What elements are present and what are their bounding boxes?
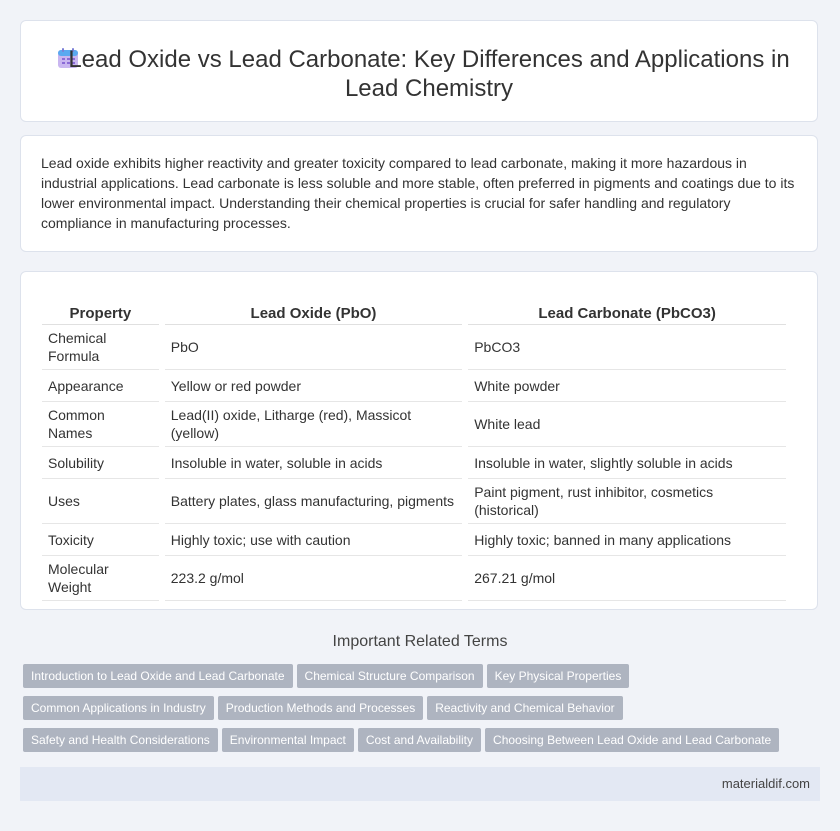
property-cell: Solubility xyxy=(42,447,159,479)
footer-site-link[interactable]: materialdif.com xyxy=(721,776,810,791)
header-lead-oxide: Lead Oxide (PbO) xyxy=(165,292,462,325)
intro-card xyxy=(20,135,818,252)
lead-oxide-cell: Yellow or red powder xyxy=(165,370,462,402)
lead-carbonate-cell: White lead xyxy=(468,402,786,447)
related-terms-title: Important Related Terms xyxy=(332,633,508,650)
lead-carbonate-cell: Highly toxic; banned in many applications xyxy=(468,524,786,556)
table-row xyxy=(42,479,786,524)
table-row xyxy=(42,447,786,479)
related-term-tag[interactable]: Key Physical Properties xyxy=(487,664,630,688)
lead-oxide-cell: PbO xyxy=(165,325,462,370)
table-row xyxy=(42,402,786,447)
property-cell: Chemical Formula xyxy=(42,325,159,370)
related-term-tag[interactable]: Reactivity and Chemical Behavior xyxy=(427,696,622,720)
lead-oxide-cell: Highly toxic; use with caution xyxy=(165,524,462,556)
lead-oxide-cell: Battery plates, glass manufacturing, pigments xyxy=(165,479,462,524)
related-terms-tags xyxy=(23,664,813,760)
lead-oxide-cell: 223.2 g/mol xyxy=(165,556,462,601)
lead-carbonate-cell: Insoluble in water, slightly soluble in acids xyxy=(468,447,786,479)
property-cell: Uses xyxy=(42,479,159,524)
lead-carbonate-cell: White powder xyxy=(468,370,786,402)
related-term-tag[interactable]: Choosing Between Lead Oxide and Lead Carbonate xyxy=(485,728,779,752)
lead-carbonate-cell: Paint pigment, rust inhibitor, cosmetics (historical) xyxy=(468,479,786,524)
table-row xyxy=(42,370,786,402)
related-term-tag[interactable]: Production Methods and Processes xyxy=(218,696,423,720)
related-term-tag[interactable]: Chemical Structure Comparison xyxy=(297,664,483,688)
footer xyxy=(20,767,820,801)
intro-paragraph: Lead oxide exhibits higher reactivity and greater toxicity compared to lead carbonate, making it more hazardous in industrial applications. Lead carbonate is less soluble and more stable, often preferred in pigments and coatings due to its lower environmental impact. Understanding their chemical properties is crucial for safer handling and regulatory compliance in manufacturing processes. xyxy=(41,155,795,231)
lead-carbonate-cell: 267.21 g/mol xyxy=(468,556,786,601)
lead-oxide-cell: Insoluble in water, soluble in acids xyxy=(165,447,462,479)
header-lead-carbonate: Lead Carbonate (PbCO3) xyxy=(468,292,786,325)
lead-oxide-cell: Lead(II) oxide, Litharge (red), Massicot (yellow) xyxy=(165,402,462,447)
related-term-tag[interactable]: Introduction to Lead Oxide and Lead Carbonate xyxy=(23,664,293,688)
related-term-tag[interactable]: Common Applications in Industry xyxy=(23,696,214,720)
table-row xyxy=(42,524,786,556)
related-term-tag[interactable]: Safety and Health Considerations xyxy=(23,728,218,752)
comparison-card xyxy=(20,271,818,610)
header-property: Property xyxy=(42,292,159,325)
property-cell: Appearance xyxy=(42,370,159,402)
header-card xyxy=(20,20,818,122)
lead-carbonate-cell: PbCO3 xyxy=(468,325,786,370)
related-term-tag[interactable]: Cost and Availability xyxy=(358,728,481,752)
table-row xyxy=(42,325,786,370)
property-cell: Common Names xyxy=(42,402,159,447)
page-title: Lead Oxide vs Lead Carbonate: Key Differences and Applications in Lead Chemistry xyxy=(68,46,790,102)
property-cell: Toxicity xyxy=(42,524,159,556)
comparison-table xyxy=(36,292,792,601)
related-term-tag[interactable]: Environmental Impact xyxy=(222,728,354,752)
property-cell: Molecular Weight xyxy=(42,556,159,601)
table-row xyxy=(42,556,786,601)
